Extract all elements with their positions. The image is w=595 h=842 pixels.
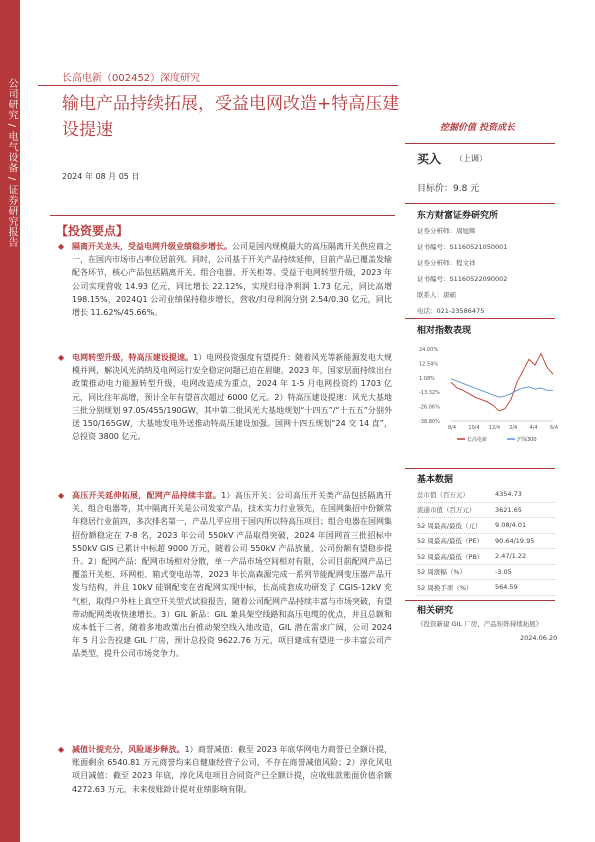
y-tick-label: -38.80% (419, 419, 440, 425)
paragraph (72, 743, 392, 796)
x-tick-label: 2/4 (509, 425, 518, 431)
para-text: 1）高压开关：公司高压开关类产品包括隔离开关、组合电器等，其中隔离开关是公司发家产品，技术实力行业领先，在国网集招中份额常年稳居行业前四，多次排名第一，产品几乎应用于国内所以特高压项目；组合电器在国网集招份额稳定在 7-8 名，2023 年公司 550kV 产品取得突破，2024 年国网首三批招标中 550kV GIS 已累计中标超 9000 万元，随着公司 550kV 产品放量，公司份额有望稳步提升。2）配网产品：配网市场相对分散，单一产品市场空间相对有限，公司目前配网产品已覆盖开关柜、环网柜、箱式变电站等，2023 年长高森源完成一系列节能配网变压器产品开发与结构，并且 10kV 硅钢配变在省配网实现中标，长高成套成功研发了 CGIS-12kV 充气柜，取得户外柱上真空开关型式试验报告，随着公司配网产品持续丰富与市场突破，有望带动配网类收快速增长。3）GIL 新品：GIL 兼具架空线路和高压电缆的优点，并且总额和成本低于二者，随着多地政策出台推动架空线入地改造，GIL 潜在需求广阔，公司 2024 年 5 月公告投建 GIL 厂房，预计总投资 9622.76 万元，项目建成有望进一步丰富公司产品类型，提升公司市场竞争力。 (72, 491, 392, 659)
para-text: 1）商誉减值：截至 2023 年底华网电力商誉已全额计提，账面剩余 6540.81 万元商誉均来自健康经营子公司，不存在商誉减值风险；2）淳化风电项目减值：截至 2023 年底，淳化风电项目合同资产已全额计提，应收账款账面价值余额 4272.63 万元，未来按账龄计提对业绩影响有限。 (72, 745, 392, 794)
stat-row (417, 518, 555, 534)
basic-data-title: 基本数据 (417, 475, 454, 485)
analyst-line: 证券分析师：程文祥 (417, 259, 476, 267)
broker-divider (405, 203, 555, 204)
analyst-line: 证券分析师：周旭辉 (417, 227, 476, 235)
company-header: 长高电新（002452）深度研究 (62, 73, 201, 84)
related-title: 相关研究 (417, 606, 454, 616)
x-tick-label: 10/4 (468, 425, 480, 431)
legend-label: 长高电新 (467, 437, 488, 443)
stat-value: 90.64/19.95 (495, 536, 535, 545)
related-date: 2024.06.20 (520, 634, 558, 642)
analyst-line: 联系人：唐硕 (417, 291, 456, 299)
bullet-icon: ◆ (58, 745, 65, 754)
y-tick-label: 24.00% (419, 347, 439, 353)
x-tick-label: 4/4 (529, 425, 538, 431)
x-tick-label: 12/4 (488, 425, 501, 431)
bullet-icon: ◆ (58, 242, 65, 251)
stat-value: 2.47/1.22 (495, 552, 527, 561)
bullet-icon: ◆ (58, 491, 65, 500)
stat-key: 52 周最高/最低（PB） (417, 552, 484, 561)
chart-divider (405, 318, 555, 319)
stat-key: 流通市值（百万元） (417, 506, 476, 515)
stat-key: 52 周最高/最低（PE） (417, 537, 484, 546)
slogan: 挖掘价值 投资成长 (440, 123, 516, 133)
sidebar-category: 公司研究 / 电气设备 / 证券研究报告 (6, 78, 17, 248)
para-lead: 高压开关延伸拓展，配网产品持续丰富。 (72, 491, 222, 500)
stat-value: -3.05 (495, 567, 512, 576)
stat-value: 564.59 (495, 583, 518, 592)
stat-key: 52 周涨幅（%） (417, 568, 467, 577)
x-tick-label: 6/4 (550, 425, 559, 431)
stat-row (417, 487, 555, 503)
analyst-line: 证书编号：S1160522090002 (417, 275, 508, 283)
paragraph (72, 489, 392, 661)
report-date: 2024 年 08 月 05 日 (62, 172, 140, 181)
report-title: 输电产品持续拓展，受益电网改造+特高压建设提速 (62, 94, 400, 140)
basic-divider (405, 468, 555, 469)
stat-row (417, 565, 555, 581)
stat-key: 52 周换手率（%） (417, 583, 473, 592)
header-divider (38, 85, 398, 86)
stat-row (417, 534, 555, 550)
rating-label: 买入 (417, 152, 442, 166)
para-lead: 电网转型升级，特高压建设提速。 (72, 353, 194, 362)
para-text: 公司是国内规模最大的高压隔离开关供应商之一，在国内市场市占率位居前列。同时，公司基于开关产品持续延伸，目前产品已覆盖发输配各环节，核心产品包括隔离开关、组合电器、开关柜等。受益于电网转型升级，2023 年公司实现营收 14.93 亿元，同比增长 22.12%，实现归母净利润 1.73 亿元，同比高增 198.15%，2024Q1 公司业绩保持稳步增长，营收/归母利润分别 2.54/0.30 亿元，同比增长 11.62%/45.66%。 (72, 242, 392, 318)
stat-key: 52 周最高/最低（元） (417, 521, 482, 530)
stat-value: 4354.73 (495, 490, 522, 499)
rating-divider (405, 143, 555, 144)
invest-points-heading: 【投资要点】 (56, 224, 129, 238)
series-line (451, 354, 553, 411)
stat-row (417, 549, 555, 565)
x-tick-label: 8/4 (448, 425, 457, 431)
y-tick-label: 1.08% (419, 375, 435, 382)
target-price: 目标价：9.8 元 (417, 184, 480, 194)
stat-key: 总市值（百万元） (417, 490, 469, 499)
stat-value: 3621.65 (495, 505, 522, 514)
related-divider (405, 600, 555, 601)
basic-data-table (417, 487, 555, 596)
related-item: 《投资新建 GIL 厂房，产品矩阵持续拓展》 (417, 620, 543, 628)
para-lead: 隔离开关龙头，受益电网升级业绩稳步增长。 (72, 242, 232, 251)
rating-sub: （上调） (455, 154, 487, 163)
para-text: 1）电网投资强度有望提升：随着风光等新能源发电大规模并网，解决风光消纳及电网运行安全稳定问题已迫在眉睫。2023 年，国家层面持续出台政策推动电力能源转型升级，电网改造成为重点，2024 年 1-5 月电网投资约 1703 亿元，同比往年高增，预计全年有望首次超过 6000 亿元。2）特高压建设提速：风光大基地三批分别规划 97.05/455/190GW，其中第二批风光大基地规划“十四五”/“十五五”分别外送 150/165GW，大基地发电外送推动特高压建设加强。国网十四五规划“24 交 14 直”，总投资 3800 亿元。 (72, 353, 393, 442)
analyst-line: 电话：021-23586475 (417, 307, 485, 315)
y-tick-label: 12.54% (419, 361, 439, 368)
legend-label: 沪深300 (517, 437, 537, 443)
chart-title: 相对指数表现 (417, 326, 472, 336)
stat-value: 9.08/4.01 (495, 521, 527, 530)
bullet-icon: ◆ (58, 353, 65, 362)
relative-index-chart (417, 345, 557, 445)
paragraph (72, 240, 392, 319)
invest-divider (50, 215, 395, 216)
stat-row (417, 580, 555, 596)
y-tick-label: -13.32% (419, 390, 440, 397)
para-lead: 减值计提充分，风险逐步释放。 (72, 745, 185, 754)
y-tick-label: -26.06% (419, 404, 440, 411)
stat-row (417, 503, 555, 519)
analyst-line: 证书编号：S1160521050001 (417, 243, 508, 251)
broker-name: 东方财富证券研究所 (417, 211, 499, 221)
series-line (451, 379, 553, 397)
paragraph (72, 351, 392, 443)
